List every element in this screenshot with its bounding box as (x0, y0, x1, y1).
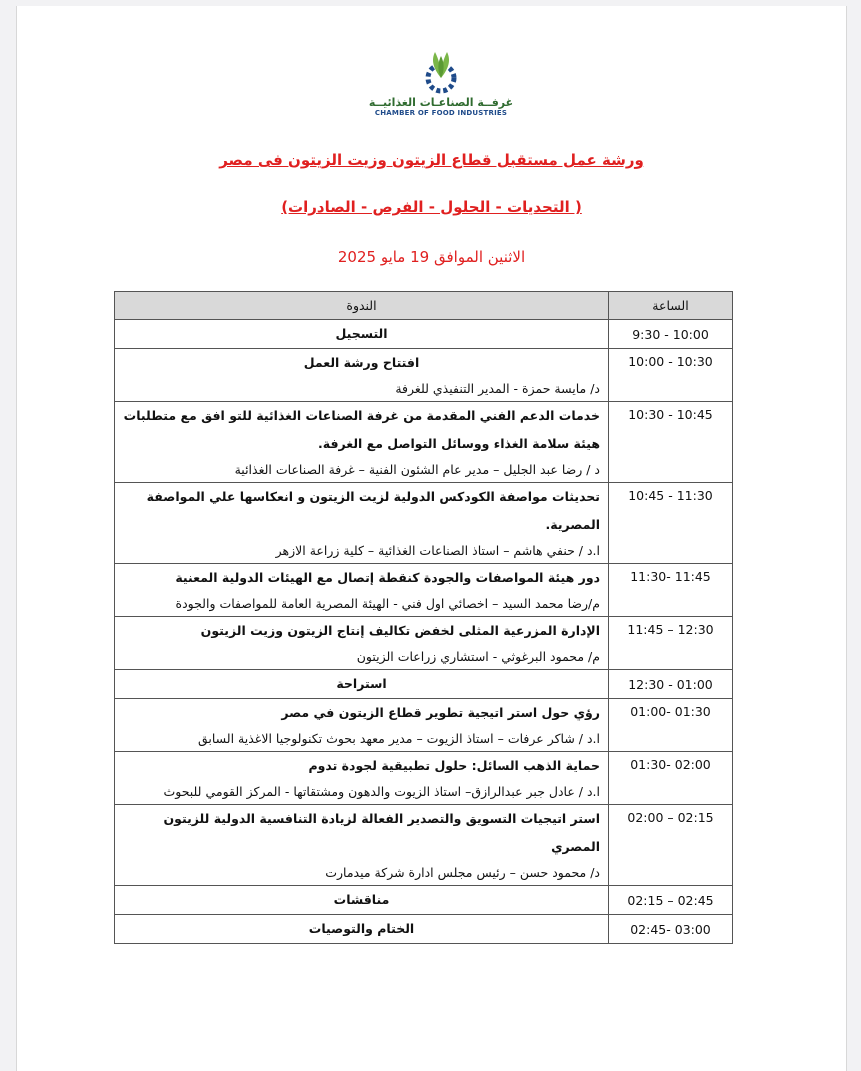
session-title: خدمات الدعم الفني المقدمة من غرفة الصناعات الغذائية للتو افق مع متطلبات هيئة سلامة الغذاء ووسائل التواصل مع الغرفة. (123, 408, 600, 451)
row-time: 10:45 - 11:30 (609, 483, 733, 564)
row-session (115, 402, 609, 483)
chamber-logo (361, 46, 521, 132)
logo-emblem-icon (419, 46, 463, 96)
table-row (115, 617, 733, 670)
table-header-row (115, 292, 733, 320)
table-row (115, 699, 733, 752)
row-time: 02:00 – 02:15 (609, 805, 733, 886)
row-session (115, 564, 609, 617)
row-time: 01:30- 02:00 (609, 752, 733, 805)
session-title: استر اتيجيات التسويق والتصدير الفعالة لزيادة التنافسية الدولية للزيتون المصري (163, 811, 600, 854)
workshop-subtitle: ( التحديات - الحلول - الفرص - الصادرات) (281, 198, 582, 216)
session-speaker: م/ محمود البرغوثي - استشاري زراعات الزيتون (356, 649, 600, 664)
row-session (115, 752, 609, 805)
logo-english-text: CHAMBER OF FOOD INDUSTRIES (374, 109, 508, 117)
row-time: 10:30 - 10:45 (609, 402, 733, 483)
row-time: 10:00 - 10:30 (609, 349, 733, 402)
row-session (115, 349, 609, 402)
table-row (115, 320, 733, 349)
session-speaker: د/ محمود حسن – رئيس مجلس ادارة شركة ميدمارت (325, 865, 600, 880)
row-session (115, 699, 609, 752)
session-title: استراحة (336, 676, 387, 691)
session-title: رؤي حول استر اتيجية تطوير قطاع الزيتون في مصر (281, 705, 600, 720)
workshop-date: الاثنين الموافق 19 مايو 2025 (337, 248, 526, 266)
session-speaker: د / رضا عبد الجليل – مدير عام الشئون الفنية – غرفة الصناعات الغذائية (234, 462, 600, 477)
row-session (115, 915, 609, 944)
row-session (115, 617, 609, 670)
session-column-header: الندوة (115, 292, 609, 320)
row-time: 9:30 - 10:00 (609, 320, 733, 349)
session-title: الختام والتوصيات (308, 921, 415, 936)
row-time: 11:45 – 12:30 (609, 617, 733, 670)
table-row (115, 805, 733, 886)
logo-arabic-text: غرفــة الصناعـات الغذائيــة (368, 96, 514, 109)
row-time: 12:30 - 01:00 (609, 670, 733, 699)
session-title: دور هيئة المواصفات والجودة كنقطة إتصال مع الهيئات الدولية المعنية (175, 570, 600, 585)
row-time: 02:45- 03:00 (609, 915, 733, 944)
session-speaker: ا.د / شاكر عرفات – استاذ الزيوت – مدير معهد بحوث تكنولوجيا الاغذية السابق (197, 731, 600, 746)
session-speaker: ا.د / حنفي هاشم – استاذ الصناعات الغذائية – كلية زراعة الازهر (275, 543, 600, 558)
table-row (115, 564, 733, 617)
row-session (115, 670, 609, 699)
session-title: التسجيل (335, 326, 388, 341)
row-session (115, 483, 609, 564)
row-session (115, 886, 609, 915)
row-time: 02:15 – 02:45 (609, 886, 733, 915)
workshop-title: ورشة عمل مستقبل قطاع الزيتون وزيت الزيتون فى مصر (219, 151, 644, 169)
session-title: تحديثات مواصفة الكودكس الدولية لزيت الزيتون و انعكاسها علي المواصفة المصرية. (146, 489, 600, 532)
row-time: 01:00- 01:30 (609, 699, 733, 752)
table-row (115, 349, 733, 402)
session-speaker: م/رضا محمد السيد – اخصائي اول فني - الهيئة المصرية العامة للمواصفات والجودة (175, 596, 600, 611)
row-time: 11:30- 11:45 (609, 564, 733, 617)
table-row (115, 886, 733, 915)
table-row (115, 752, 733, 805)
table-row (115, 915, 733, 944)
row-session (115, 805, 609, 886)
row-session (115, 320, 609, 349)
session-title: الإدارة المزرعية المثلى لخفض تكاليف إنتاج الزيتون وزيت الزيتون (200, 623, 600, 638)
session-title: افتتاح ورشة العمل (303, 355, 420, 370)
session-speaker: د/ مايسة حمزة - المدير التنفيذي للغرفة (395, 381, 600, 396)
document-page (16, 6, 847, 1071)
time-column-header: الساعة (609, 292, 733, 320)
agenda-table (114, 291, 733, 944)
table-row (115, 670, 733, 699)
session-title: مناقشات (333, 892, 390, 907)
session-title: حماية الذهب السائل: حلول تطبيقية لجودة تدوم (308, 758, 600, 773)
table-row (115, 483, 733, 564)
table-row (115, 402, 733, 483)
session-speaker: ا.د / عادل جبر عبدالرازق– استاذ الزيوت والدهون ومشتقاتها - المركز القومي للبحوث (163, 784, 600, 799)
